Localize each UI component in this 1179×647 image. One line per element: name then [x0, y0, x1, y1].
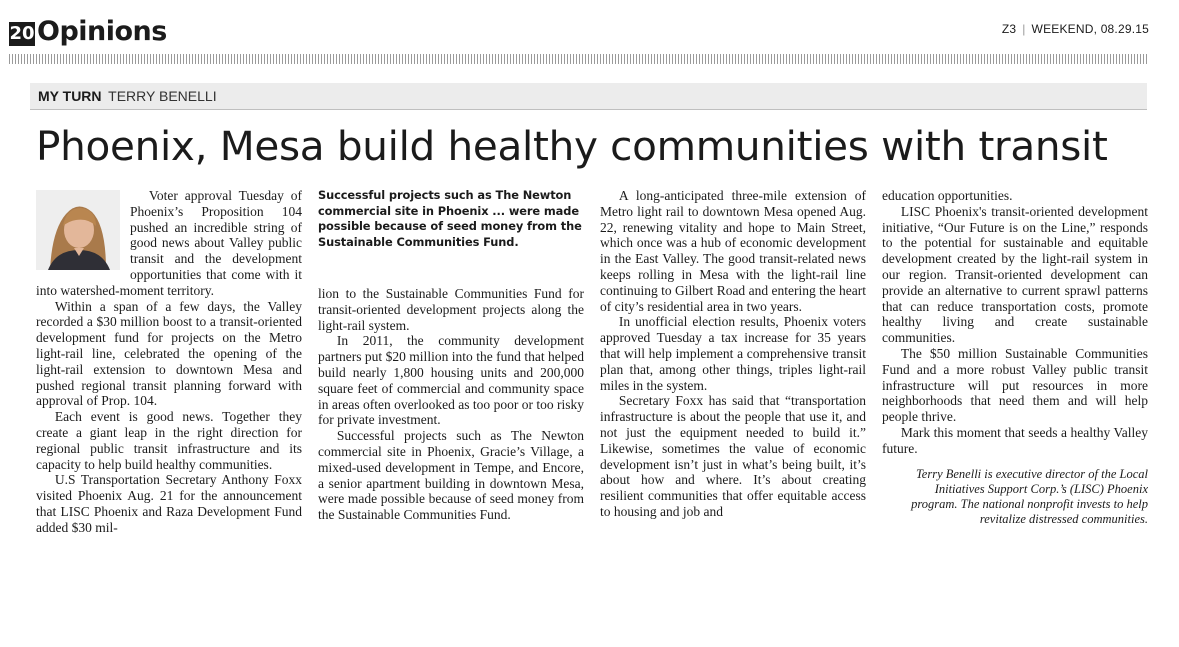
- section-title: Opinions: [37, 16, 167, 47]
- paragraph: lion to the Sustainable Communities Fund for transit-oriented development projects along the light-rail system.: [318, 286, 584, 333]
- kicker-author: TERRY BENELLI: [108, 88, 217, 104]
- kicker-label: MY TURN: [38, 88, 102, 104]
- headline: Phoenix, Mesa build healthy communities with transit: [36, 122, 1108, 170]
- paragraph: Voter approval Tuesday of Phoenix’s Proposition 104 pushed an incredible string of good news about Valley public transit and the development opportunities that come with it into watershed-moment territory.: [36, 188, 302, 298]
- dateline: [1002, 22, 1149, 36]
- decorative-stripe-rule: [9, 54, 1147, 64]
- paragraph: The $50 million Sustainable Communities Fund and a more robust Valley public transit infrastructure will put resources in more neighborhoods that need them and will help people thrive.: [882, 345, 1148, 425]
- paragraph: LISC Phoenix's transit-oriented development initiative, “Our Future is on the Line,” responds to the potential for sustainable and equitable development created by the light-rail system in our region. Transit-oriented development can provide an alternative to current sprawl patterns that can reduce transportation costs, promote healthy living and create sustainable communities.: [882, 203, 1148, 346]
- author-photo-icon: [36, 190, 120, 270]
- page-code: Z3: [1001, 22, 1017, 36]
- page-number-badge: 20: [9, 23, 35, 44]
- author-portrait: [36, 190, 120, 270]
- paragraph: Each event is good news. Together they create a giant leap in the right direction for regional public transit infrastructure and its capacity to help build healthy communities.: [36, 409, 302, 472]
- article-column-3: [600, 188, 866, 520]
- author-bio: Terry Benelli is executive director of the Local Initiatives Support Corp.’s (LISC) Phoenix program. The national nonprofit invests to help revitalize distressed communities.: [911, 466, 1148, 527]
- paragraph: Within a span of a few days, the Valley recorded a $30 million boost to a transit-oriented development fund for projects on the Metro light-rail line, celebrated the opening of the light-rail extension to downtown Mesa and pushed regional transit planning forward with approval of Prop. 104.: [36, 298, 302, 409]
- pull-quote: Successful projects such as The Newton commercial site in Phoenix ... were made possible because of seed money from the Sustainable Communities Fund.: [318, 188, 582, 249]
- article-column-4: [882, 188, 1148, 527]
- article-column-1: [36, 188, 302, 536]
- kicker: [38, 88, 217, 104]
- paragraph: Successful projects such as The Newton commercial site in Phoenix, Gracie’s Village, a mixed-used development in Tempe, and Encore, a senior apartment building in downtown Mesa, were made possible because of seed money from the Sustainable Communities Fund.: [318, 428, 584, 523]
- kicker-bar: [30, 83, 1147, 110]
- paragraph: U.S Transportation Secretary Anthony Foxx visited Phoenix Aug. 21 for the announcement that LISC Phoenix and Raza Development Fund added $30 mil-: [36, 472, 302, 535]
- paragraph: In unofficial election results, Phoenix voters approved Tuesday a tax increase for 35 years that will help implement a comprehensive transit plan that, among other things, triples light-rail miles in the system.: [600, 314, 866, 393]
- paragraph: A long-anticipated three-mile extension of Metro light rail to downtown Mesa opened Aug. 22, renewing vitality and hope to Main Street, which once was a hub of economic development in the East Valley. The good transit-related news keeps rolling in Mesa with the light-rail line continuing to Gilbert Road and entering the heart of city’s residential area in two years.: [600, 188, 866, 314]
- masthead: [9, 18, 1149, 52]
- dateline-separator: |: [1022, 22, 1026, 36]
- article-column-2: [318, 188, 584, 523]
- paragraph: In 2011, the community development partners put $20 million into the fund that helped build nearly 1,800 housing units and 200,000 square feet of commercial and community space in areas often overlooked as too poor or too risky for private investment.: [318, 333, 584, 428]
- paragraph: education opportunities.: [882, 188, 1013, 203]
- paragraph: Secretary Foxx has said that “transportation infrastructure is about the people that use it, and not just the equipment needed to build it.” Likewise, sometimes the value of economic development isn’t just in what’s being built, it’s about how and where. It’s about creating resilient communities that offer equitable access to housing and job and: [600, 393, 866, 519]
- edition-date: WEEKEND, 08.29.15: [1031, 22, 1149, 36]
- paragraph: Mark this moment that seeds a healthy Valley future.: [882, 424, 1148, 456]
